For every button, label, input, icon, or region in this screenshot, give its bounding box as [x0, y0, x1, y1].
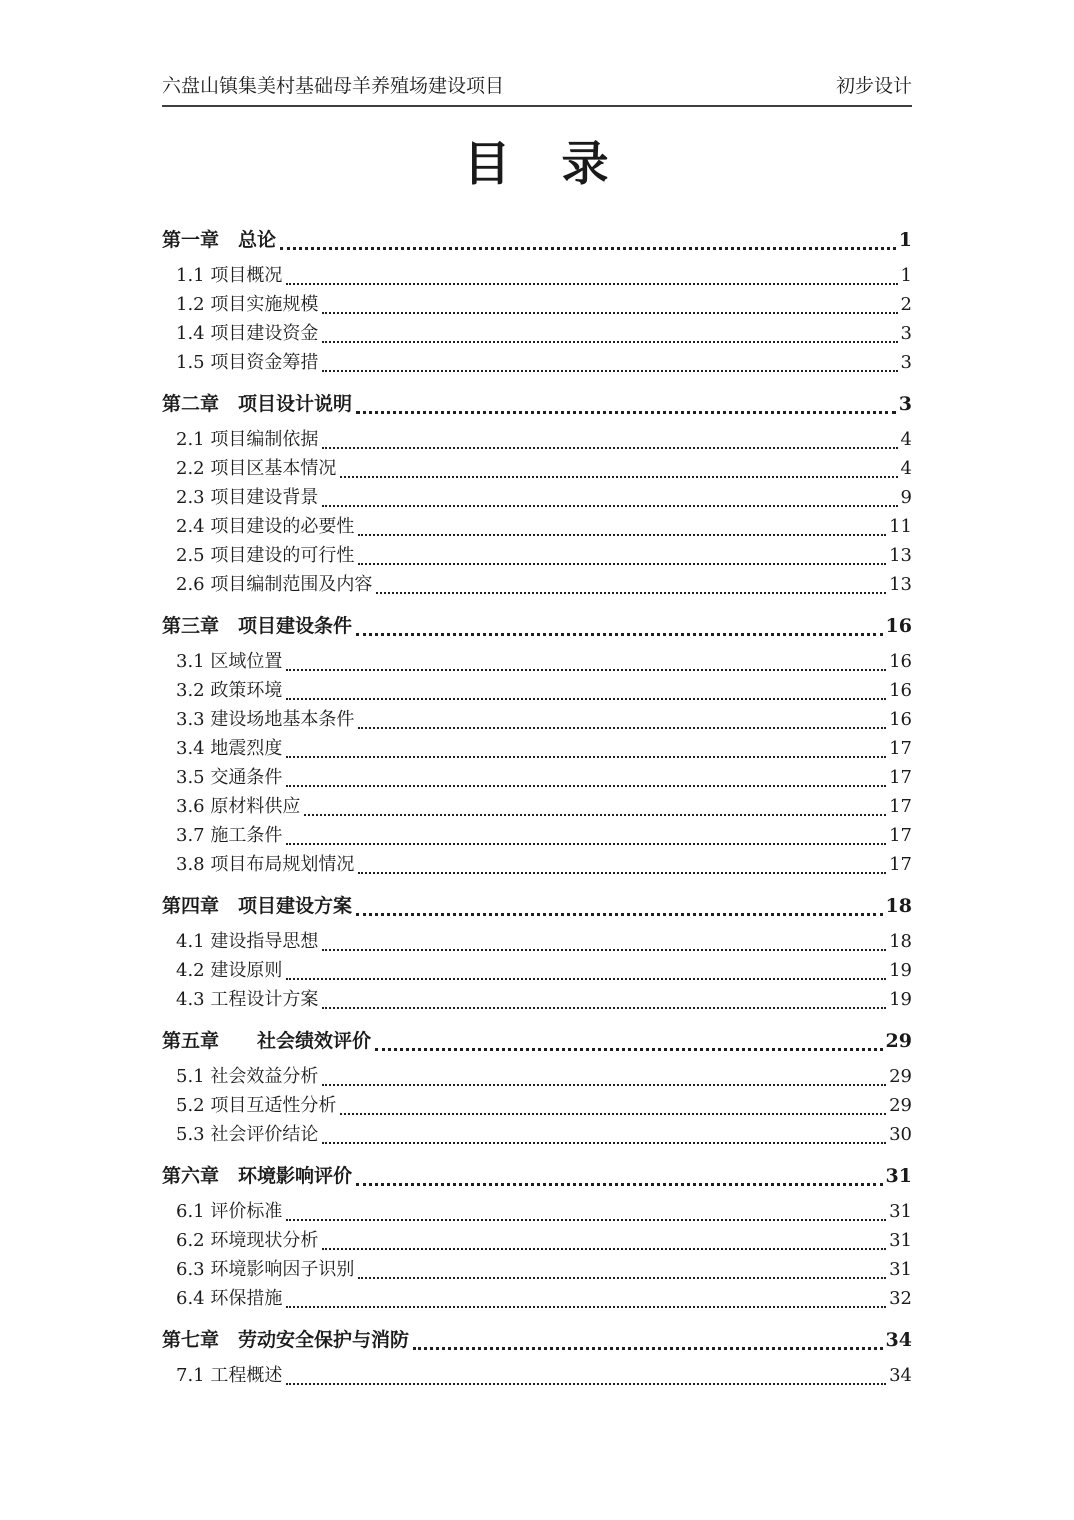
toc-item-entry[interactable] — [162, 1091, 912, 1120]
dot-leader — [286, 1383, 886, 1385]
page-number: 16 — [889, 651, 912, 672]
toc-item-entry[interactable] — [162, 850, 912, 879]
page-number: 34 — [885, 1329, 912, 1351]
entry-label: 第五章 社会绩效评价 — [162, 1030, 372, 1052]
dot-leader — [322, 312, 897, 314]
page-title: 目 录 — [463, 137, 611, 192]
toc-item-entry[interactable] — [162, 348, 912, 377]
toc-item-entry[interactable] — [162, 290, 912, 319]
toc-chapter-entry[interactable] — [162, 611, 912, 641]
dot-leader — [358, 872, 886, 874]
entry-label: 第二章 项目设计说明 — [162, 393, 353, 415]
entry-label: 2.6 项目编制范围及内容 — [176, 574, 373, 595]
dot-leader — [322, 341, 897, 343]
dot-leader — [322, 1248, 886, 1250]
page-number: 19 — [889, 989, 912, 1010]
page-number: 34 — [889, 1365, 912, 1386]
entry-label: 第七章 劳动安全保护与消防 — [162, 1329, 410, 1351]
dot-leader — [286, 756, 886, 758]
dot-leader — [280, 247, 896, 250]
page-number: 31 — [889, 1201, 912, 1222]
page-number: 3 — [898, 393, 912, 415]
entry-label: 5.1 社会效益分析 — [176, 1066, 319, 1087]
entry-label: 3.8 项目布局规划情况 — [176, 854, 355, 875]
dot-leader — [286, 283, 897, 285]
running-header — [162, 74, 912, 107]
entry-label: 6.4 环保措施 — [176, 1288, 283, 1309]
toc-item-entry[interactable] — [162, 454, 912, 483]
entry-label: 3.1 区域位置 — [176, 651, 283, 672]
entry-label: 2.3 项目建设背景 — [176, 487, 319, 508]
entry-label: 4.1 建设指导思想 — [176, 931, 319, 952]
entry-label: 第一章 总论 — [162, 229, 277, 251]
entry-label: 6.2 环境现状分析 — [176, 1230, 319, 1251]
entry-label: 5.2 项目互适性分析 — [176, 1095, 337, 1116]
entry-label: 1.1 项目概况 — [176, 265, 283, 286]
page-number: 18 — [885, 895, 912, 917]
dot-leader — [322, 1142, 886, 1144]
page-number: 17 — [889, 796, 912, 817]
page-number: 18 — [889, 931, 912, 952]
toc-item-entry[interactable] — [162, 763, 912, 792]
page-number: 31 — [885, 1165, 912, 1187]
dot-leader — [286, 1219, 886, 1221]
toc-chapter-entry[interactable] — [162, 891, 912, 921]
toc-chapter-entry[interactable] — [162, 389, 912, 419]
dot-leader — [358, 563, 886, 565]
entry-label: 2.4 项目建设的必要性 — [176, 516, 355, 537]
dot-leader — [375, 1048, 883, 1051]
dot-leader — [322, 447, 897, 449]
toc-item-entry[interactable] — [162, 1284, 912, 1313]
toc-item-entry[interactable] — [162, 676, 912, 705]
dot-leader — [340, 476, 897, 478]
page-number: 9 — [900, 487, 912, 508]
page-number: 4 — [900, 458, 912, 479]
page-number: 31 — [889, 1259, 912, 1280]
entry-label: 6.1 评价标准 — [176, 1201, 283, 1222]
page-number: 17 — [889, 854, 912, 875]
header-doc-type: 初步设计 — [835, 75, 912, 97]
dot-leader — [322, 1007, 886, 1009]
entry-label: 2.5 项目建设的可行性 — [176, 545, 355, 566]
toc-item-entry[interactable] — [162, 512, 912, 541]
page-number: 16 — [885, 615, 912, 637]
toc-item-entry[interactable] — [162, 319, 912, 348]
page-number: 29 — [889, 1066, 912, 1087]
entry-label: 3.6 原材料供应 — [176, 796, 301, 817]
toc-item-entry[interactable] — [162, 570, 912, 599]
entry-label: 第六章 环境影响评价 — [162, 1165, 353, 1187]
dot-leader — [356, 411, 896, 414]
page-number: 11 — [889, 516, 912, 537]
page-number: 17 — [889, 767, 912, 788]
toc-item-entry[interactable] — [162, 734, 912, 763]
dot-leader — [322, 1084, 886, 1086]
dot-leader — [340, 1113, 886, 1115]
entry-label: 第三章 项目建设条件 — [162, 615, 353, 637]
page-number: 13 — [889, 574, 912, 595]
page-number: 29 — [885, 1030, 912, 1052]
entry-label: 4.3 工程设计方案 — [176, 989, 319, 1010]
toc-item-entry[interactable] — [162, 705, 912, 734]
entry-label: 5.3 社会评价结论 — [176, 1124, 319, 1145]
toc-item-entry[interactable] — [162, 1361, 912, 1390]
dot-leader — [358, 1277, 886, 1279]
page-number: 17 — [889, 825, 912, 846]
dot-leader — [322, 370, 897, 372]
dot-leader — [304, 814, 886, 816]
page-number: 32 — [889, 1288, 912, 1309]
entry-label: 3.2 政策环境 — [176, 680, 283, 701]
page-number: 2 — [900, 294, 912, 315]
toc-item-entry[interactable] — [162, 647, 912, 676]
entry-label: 1.4 项目建设资金 — [176, 323, 319, 344]
dot-leader — [286, 698, 886, 700]
dot-leader — [356, 913, 883, 916]
header-project-title: 六盘山镇集美村基础母羊养殖场建设项目 — [162, 75, 505, 97]
toc-item-entry[interactable] — [162, 927, 912, 956]
toc-chapter-entry[interactable] — [162, 1161, 912, 1191]
toc-item-entry[interactable] — [162, 1255, 912, 1284]
page-number: 19 — [889, 960, 912, 981]
dot-leader — [356, 633, 883, 636]
dot-leader — [322, 949, 886, 951]
page-number: 30 — [889, 1124, 912, 1145]
page-number: 31 — [889, 1230, 912, 1251]
page-number: 29 — [889, 1095, 912, 1116]
table-of-contents — [162, 225, 912, 1390]
toc-chapter-entry[interactable] — [162, 225, 912, 255]
toc-item-entry[interactable] — [162, 956, 912, 985]
entry-label: 2.2 项目区基本情况 — [176, 458, 337, 479]
page-number: 4 — [900, 429, 912, 450]
dot-leader — [286, 1306, 886, 1308]
toc-chapter-entry[interactable] — [162, 1325, 912, 1355]
entry-label: 2.1 项目编制依据 — [176, 429, 319, 450]
toc-item-entry[interactable] — [162, 261, 912, 290]
dot-leader — [286, 785, 886, 787]
dot-leader — [286, 978, 886, 980]
toc-item-entry[interactable] — [162, 1062, 912, 1091]
dot-leader — [358, 534, 886, 536]
entry-label: 3.4 地震烈度 — [176, 738, 283, 759]
toc-item-entry[interactable] — [162, 985, 912, 1014]
entry-label: 3.3 建设场地基本条件 — [176, 709, 355, 730]
toc-item-entry[interactable] — [162, 425, 912, 454]
dot-leader — [286, 843, 886, 845]
dot-leader — [376, 592, 886, 594]
page-number: 3 — [900, 352, 912, 373]
entry-label: 第四章 项目建设方案 — [162, 895, 353, 917]
toc-item-entry[interactable] — [162, 541, 912, 570]
dot-leader — [413, 1347, 883, 1350]
entry-label: 1.2 项目实施规模 — [176, 294, 319, 315]
entry-label: 3.7 施工条件 — [176, 825, 283, 846]
toc-chapter-entry[interactable] — [162, 1026, 912, 1056]
toc-item-entry[interactable] — [162, 1226, 912, 1255]
dot-leader — [358, 727, 886, 729]
entry-label: 7.1 工程概述 — [176, 1365, 283, 1386]
page-number: 16 — [889, 680, 912, 701]
toc-item-entry[interactable] — [162, 483, 912, 512]
toc-item-entry[interactable] — [162, 821, 912, 850]
page-number: 1 — [900, 265, 912, 286]
page-number: 13 — [889, 545, 912, 566]
toc-item-entry[interactable] — [162, 1120, 912, 1149]
entry-label: 4.2 建设原则 — [176, 960, 283, 981]
toc-item-entry[interactable] — [162, 792, 912, 821]
dot-leader — [356, 1183, 883, 1186]
dot-leader — [322, 505, 897, 507]
page-number: 17 — [889, 738, 912, 759]
toc-item-entry[interactable] — [162, 1197, 912, 1226]
page-number: 16 — [889, 709, 912, 730]
entry-label: 6.3 环境影响因子识别 — [176, 1259, 355, 1280]
page-number: 3 — [900, 323, 912, 344]
entry-label: 1.5 项目资金筹措 — [176, 352, 319, 373]
entry-label: 3.5 交通条件 — [176, 767, 283, 788]
dot-leader — [286, 669, 886, 671]
page-number: 1 — [898, 229, 912, 251]
